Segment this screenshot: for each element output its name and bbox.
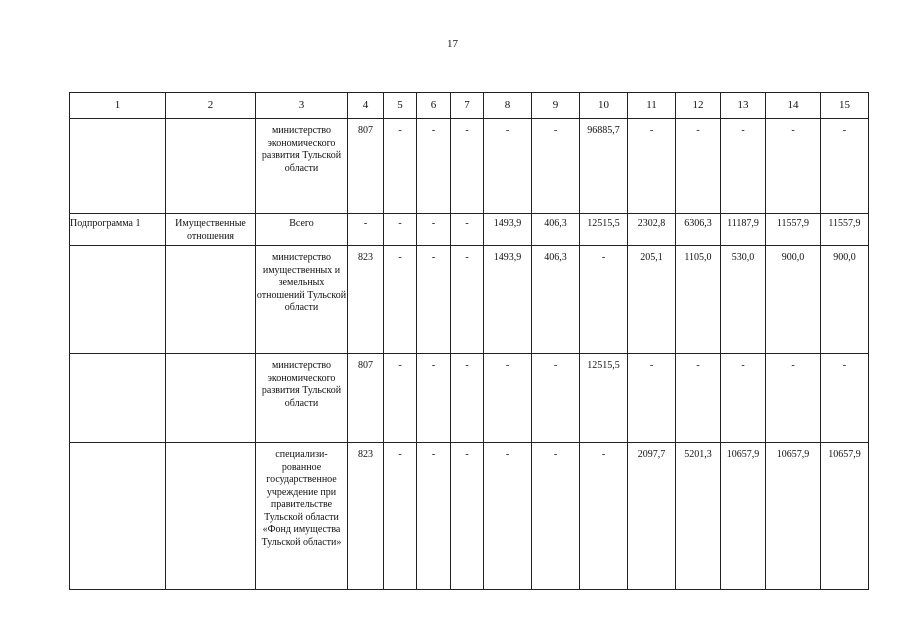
value-cell: 2097,7 — [628, 443, 676, 590]
value-cell: - — [628, 354, 676, 443]
column-header: 12 — [676, 93, 721, 119]
value-cell: - — [821, 119, 869, 214]
value-cell: - — [484, 119, 532, 214]
column-header: 7 — [451, 93, 484, 119]
value-cell: 96885,7 — [580, 119, 628, 214]
column-header: 10 — [580, 93, 628, 119]
column-header: 4 — [348, 93, 384, 119]
value-cell: - — [532, 443, 580, 590]
name-cell — [166, 443, 256, 590]
header-row — [70, 93, 869, 119]
name-cell — [166, 246, 256, 354]
value-cell: - — [532, 354, 580, 443]
program-cell — [70, 443, 166, 590]
value-cell: 6306,3 — [676, 214, 721, 246]
value-cell: 807 — [348, 354, 384, 443]
value-cell: - — [628, 119, 676, 214]
value-cell: - — [451, 354, 484, 443]
executor-cell: Всего — [256, 214, 348, 246]
value-cell: - — [417, 119, 451, 214]
value-cell: - — [766, 354, 821, 443]
value-cell: - — [580, 246, 628, 354]
value-cell: - — [451, 443, 484, 590]
value-cell: 807 — [348, 119, 384, 214]
value-cell: - — [417, 443, 451, 590]
value-cell: 1493,9 — [484, 214, 532, 246]
table-row — [70, 214, 869, 246]
value-cell: - — [384, 214, 417, 246]
column-header: 3 — [256, 93, 348, 119]
name-cell — [166, 119, 256, 214]
value-cell: 10657,9 — [821, 443, 869, 590]
column-header: 1 — [70, 93, 166, 119]
executor-cell: министерство имущественных и земельных отношений Тульской области — [256, 246, 348, 354]
value-cell: 10657,9 — [766, 443, 821, 590]
value-cell: - — [676, 119, 721, 214]
table-row — [70, 443, 869, 590]
value-cell: - — [721, 119, 766, 214]
value-cell: - — [384, 119, 417, 214]
program-cell — [70, 246, 166, 354]
value-cell: 11187,9 — [721, 214, 766, 246]
value-cell: - — [417, 354, 451, 443]
value-cell: - — [348, 214, 384, 246]
value-cell: - — [821, 354, 869, 443]
value-cell: 406,3 — [532, 214, 580, 246]
value-cell: 10657,9 — [721, 443, 766, 590]
value-cell: 823 — [348, 443, 384, 590]
value-cell: 12515,5 — [580, 354, 628, 443]
value-cell: 205,1 — [628, 246, 676, 354]
value-cell: - — [384, 443, 417, 590]
value-cell: - — [417, 214, 451, 246]
value-cell: 1105,0 — [676, 246, 721, 354]
table-row — [70, 119, 869, 214]
table-row — [70, 246, 869, 354]
value-cell: 2302,8 — [628, 214, 676, 246]
name-cell: Имущественные отношения — [166, 214, 256, 246]
value-cell: - — [451, 119, 484, 214]
program-cell — [70, 119, 166, 214]
value-cell: 900,0 — [821, 246, 869, 354]
column-header: 2 — [166, 93, 256, 119]
value-cell: - — [484, 443, 532, 590]
value-cell: - — [451, 214, 484, 246]
value-cell: - — [766, 119, 821, 214]
value-cell: - — [721, 354, 766, 443]
executor-cell: специализи-рованное государственное учреждение при правительстве Тульской области «Фонд имущества Тульской области» — [256, 443, 348, 590]
executor-cell: министерство экономического развития Тульской области — [256, 119, 348, 214]
column-header: 13 — [721, 93, 766, 119]
value-cell: 823 — [348, 246, 384, 354]
value-cell: - — [676, 354, 721, 443]
column-header: 14 — [766, 93, 821, 119]
column-header: 8 — [484, 93, 532, 119]
table-row — [70, 354, 869, 443]
value-cell: 11557,9 — [766, 214, 821, 246]
column-header: 15 — [821, 93, 869, 119]
value-cell: 12515,5 — [580, 214, 628, 246]
value-cell: 1493,9 — [484, 246, 532, 354]
value-cell: 406,3 — [532, 246, 580, 354]
value-cell: - — [384, 246, 417, 354]
name-cell — [166, 354, 256, 443]
value-cell: - — [532, 119, 580, 214]
value-cell: 530,0 — [721, 246, 766, 354]
column-header: 6 — [417, 93, 451, 119]
column-header: 9 — [532, 93, 580, 119]
program-cell — [70, 354, 166, 443]
value-cell: - — [484, 354, 532, 443]
page-number: 17 — [447, 38, 458, 50]
value-cell: 900,0 — [766, 246, 821, 354]
value-cell: - — [384, 354, 417, 443]
value-cell: - — [417, 246, 451, 354]
value-cell: 11557,9 — [821, 214, 869, 246]
executor-cell: министерство экономического развития Тульской области — [256, 354, 348, 443]
column-header: 11 — [628, 93, 676, 119]
budget-table — [69, 92, 869, 590]
program-cell: Подпрограмма 1 — [70, 214, 166, 246]
value-cell: - — [580, 443, 628, 590]
column-header: 5 — [384, 93, 417, 119]
value-cell: 5201,3 — [676, 443, 721, 590]
value-cell: - — [451, 246, 484, 354]
